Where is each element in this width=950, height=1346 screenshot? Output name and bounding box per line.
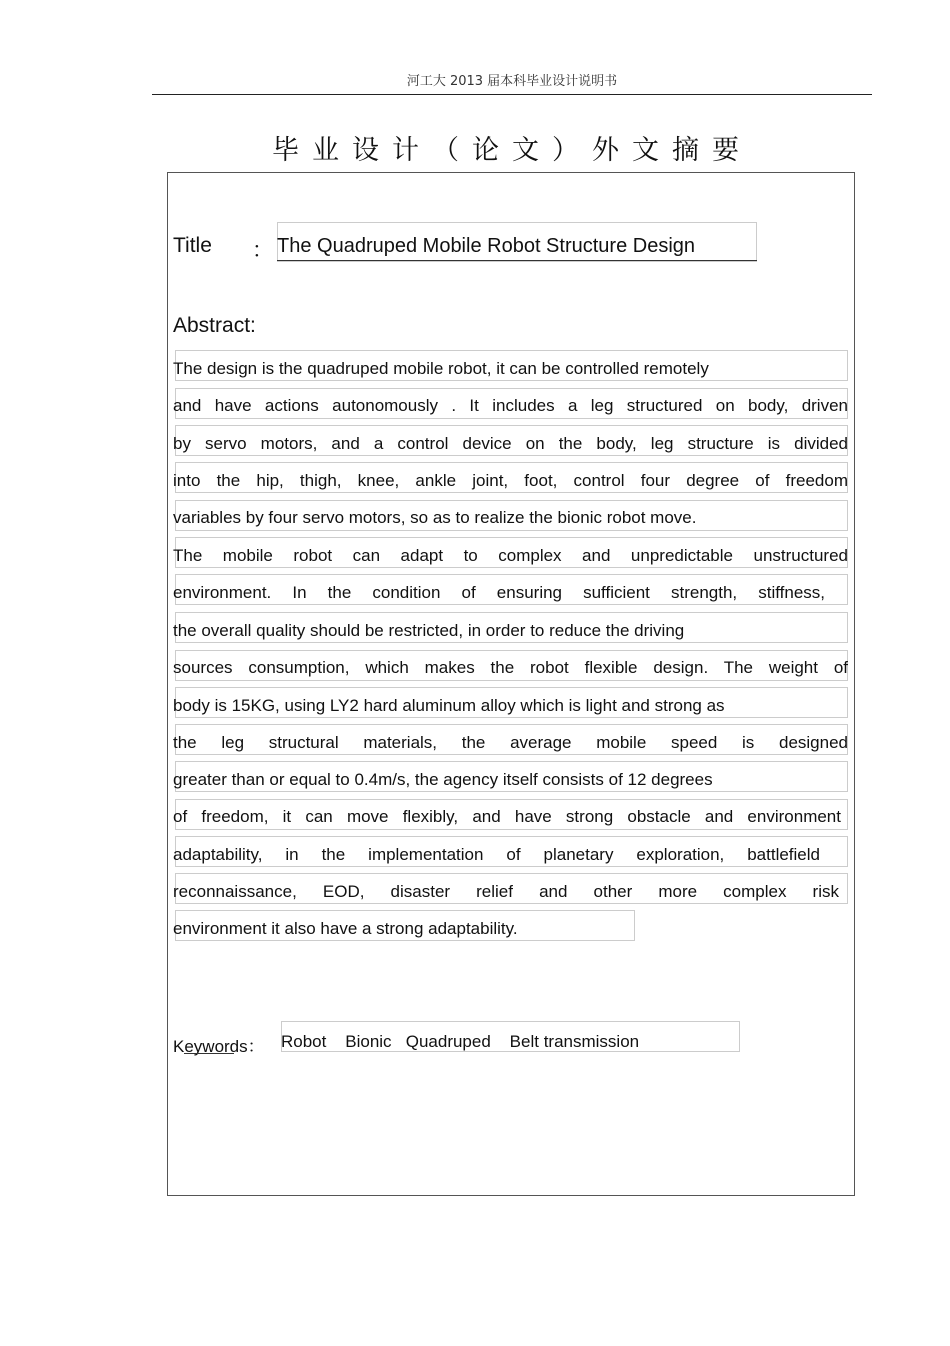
abstract-line-4: into the hip, thigh, knee, ankle joint, foot, control four degree of freedom: [173, 471, 848, 490]
running-header: 河工大 2013 届本科毕业设计说明书: [406, 74, 618, 89]
abstract-line-10: body is 15KG, using LY2 hard aluminum alloy which is light and strong as: [173, 696, 725, 715]
abstract-line-7: environment. In the condition of ensuring sufficient strength, stiffness,: [173, 583, 825, 602]
abstract-line-3: by servo motors, and a control device on the body, leg structure is divided: [173, 434, 848, 453]
keywords-label: Keywords：: [173, 1037, 265, 1056]
abstract-label: Abstract:: [173, 314, 256, 337]
keywords-values: Robot Bionic Quadruped Belt transmission: [281, 1032, 640, 1051]
abstract-line-14: adaptability, in the implementation of planetary exploration, battlefield: [173, 845, 820, 864]
abstract-line-13: of freedom, it can move flexibly, and have strong obstacle and environment: [173, 807, 841, 826]
abstract-line-9: sources consumption, which makes the robot flexible design. The weight of: [173, 658, 848, 677]
abstract-line-2: and have actions autonomously . It includes a leg structured on body, driven: [173, 396, 848, 415]
title-label: Title: [173, 234, 212, 257]
abstract-line-16: environment it also have a strong adaptability.: [173, 919, 518, 938]
header-rule: [152, 94, 872, 95]
title-underline: [277, 260, 757, 261]
title-colon: ：: [252, 239, 273, 262]
abstract-line-12: greater than or equal to 0.4m/s, the agency itself consists of 12 degrees: [173, 770, 713, 789]
keywords-underline: [184, 1053, 234, 1054]
abstract-line-8: the overall quality should be restricted, in order to reduce the driving: [173, 621, 685, 640]
abstract-line-1: The design is the quadruped mobile robot, it can be controlled remotely: [173, 359, 709, 378]
abstract-line-11: the leg structural materials, the average mobile speed is designed: [173, 733, 848, 752]
document-title: 毕业设计（论文）外文摘要: [272, 135, 752, 166]
abstract-line-15: reconnaissance, EOD, disaster relief and other more complex risk: [173, 882, 839, 901]
abstract-line-6: The mobile robot can adapt to complex and unpredictable unstructured: [173, 546, 848, 565]
abstract-line-5: variables by four servo motors, so as to realize the bionic robot move.: [173, 508, 697, 527]
title-value: The Quadruped Mobile Robot Structure Design: [277, 235, 696, 257]
